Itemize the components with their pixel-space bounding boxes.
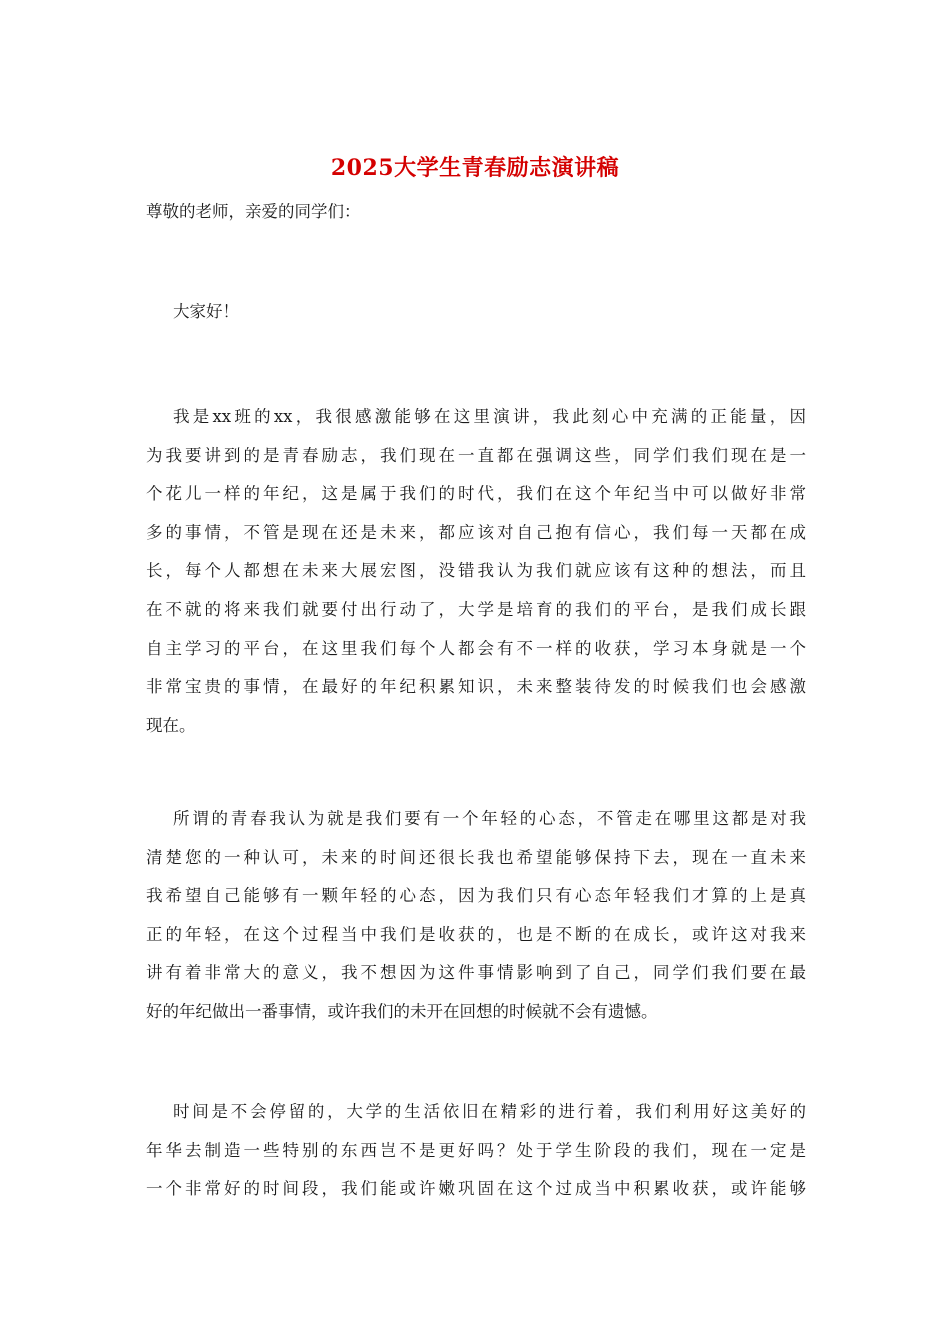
paragraph-line: 所谓的青春我认为就是我们要有一个年轻的心态，不管走在哪里这都是对我 <box>173 809 806 828</box>
hello-line: 大家好！ <box>173 302 239 321</box>
paragraph-line: 年华去制造一些特别的东西岂不是更好吗？处于学生阶段的我们，现在一定是 <box>146 1140 806 1160</box>
paragraph-line: 个花儿一样的年纪，这是属于我们的时代，我们在这个年纪当中可以做好非常 <box>146 484 806 504</box>
paragraph-line: 现在。 <box>146 715 196 735</box>
paragraph-line: 正的年轻，在这个过程当中我们是收获的，也是不断的在成长，或许这对我来 <box>146 924 806 944</box>
paragraph-2 <box>146 800 806 1032</box>
paragraph-line: 我是xx班的xx，我很感激能够在这里演讲，我此刻心中充满的正能量，因 <box>173 407 806 426</box>
paragraph-line: 为我要讲到的是青春励志，我们现在一直都在强调这些，同学们我们现在是一 <box>146 445 806 465</box>
paragraph-line: 一个非常好的时间段，我们能或许嫩巩固在这个过成当中积累收获，或许能够 <box>146 1179 806 1199</box>
greeting-line: 尊敬的老师，亲爱的同学们： <box>146 202 361 221</box>
paragraph-line: 长，每个人都想在未来大展宏图，没错我认为我们就应该有这种的想法，而且 <box>146 561 806 581</box>
paragraph-1 <box>146 398 806 745</box>
paragraph-3 <box>146 1093 806 1209</box>
paragraph-line: 好的年纪做出一番事情，或许我们的未开在回想的时候就不会有遗憾。 <box>146 1001 658 1021</box>
paragraph-line: 清楚您的一种认可，未来的时间还很长我也希望能够保持下去，现在一直未来 <box>146 847 806 867</box>
paragraph-line: 我希望自己能够有一颗年轻的心态，因为我们只有心态年轻我们才算的上是真 <box>146 886 806 906</box>
document-title: 2025大学生青春励志演讲稿 <box>330 155 620 181</box>
paragraph-line: 自主学习的平台，在这里我们每个人都会有不一样的收获，学习本身就是一个 <box>146 638 806 658</box>
paragraph-line: 非常宝贵的事情，在最好的年纪积累知识，未来整装待发的时候我们也会感激 <box>146 677 806 697</box>
paragraph-line: 讲有着非常大的意义，我不想因为这件事情影响到了自己，同学们我们要在最 <box>146 963 806 983</box>
paragraph-line: 多的事情，不管是现在还是未来，都应该对自己抱有信心，我们每一天都在成 <box>146 522 806 542</box>
paragraph-line: 时间是不会停留的，大学的生活依旧在精彩的进行着，我们利用好这美好的 <box>173 1102 806 1121</box>
paragraph-line: 在不就的将来我们就要付出行动了，大学是培育的我们的平台，是我们成长跟 <box>146 599 806 619</box>
